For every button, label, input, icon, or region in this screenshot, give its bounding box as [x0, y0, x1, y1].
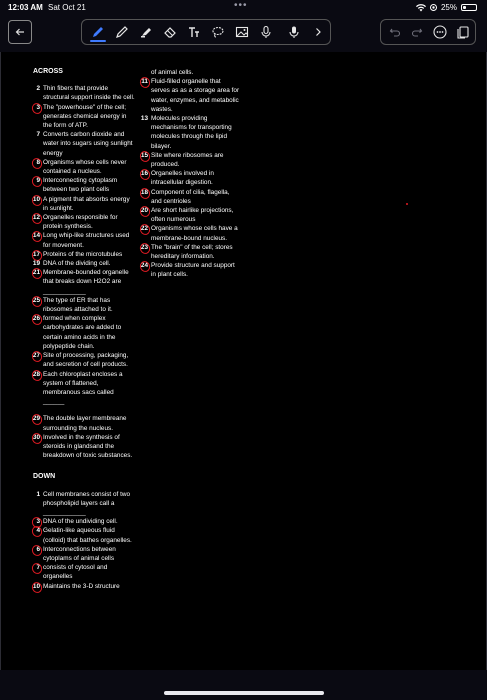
page-edge-left	[0, 52, 1, 670]
text-tool[interactable]	[183, 22, 205, 42]
image-icon	[235, 25, 249, 39]
clue-text: formed when complex carbohydrates are added to certain amino acids in the polypeptide chain.	[43, 315, 122, 350]
crossword-column-right	[138, 68, 240, 280]
clue-item	[138, 114, 240, 151]
clue-item	[138, 224, 240, 242]
clue-number: 23	[138, 243, 151, 261]
clue-number: 14	[30, 231, 43, 249]
clue-item	[138, 243, 240, 261]
clue-item	[30, 158, 135, 176]
eraser-tool[interactable]	[159, 22, 181, 42]
pencil-icon	[115, 25, 129, 39]
clue-text: Interconnections between cytoplams of animal cells	[43, 545, 116, 562]
home-indicator[interactable]	[164, 691, 324, 695]
document-page[interactable]	[0, 52, 487, 670]
clue-text: The "powerhouse" of the cell; generates chemical energy in the form of ATP.	[43, 103, 127, 130]
eraser-icon	[163, 25, 177, 39]
clue-number: 28	[30, 370, 43, 407]
clue-text: Involved in the synthesis of steroids in glandsand the breakdown of toxic substances.	[43, 433, 133, 460]
clue-text: Interconnecting cytoplasm between two plant cells	[43, 177, 118, 194]
status-time: 12:03 AM	[8, 3, 43, 12]
status-date: Sat Oct 21	[48, 3, 86, 12]
clue-text: consists of cytosol and organelles	[43, 564, 108, 581]
clue-number: 21	[30, 268, 43, 296]
clue-number: 8	[30, 158, 43, 176]
pen-dot-mark	[406, 203, 408, 205]
clue-text: Maintains the 3-D structure	[43, 582, 120, 590]
clue-number: 17	[30, 250, 43, 259]
lasso-icon	[211, 25, 225, 39]
more-options-button[interactable]	[430, 23, 450, 41]
across-heading: ACROSS	[33, 68, 63, 75]
status-indicators	[416, 3, 477, 12]
clue-text: Molecules providing mechanisms for transporting molecules through the lipid bilayer.	[151, 115, 232, 150]
clue-number: 2	[36, 85, 40, 93]
clue-text: of animal cells.	[151, 69, 194, 76]
clue-item	[30, 268, 135, 296]
clue-number: 6	[30, 545, 43, 563]
location-icon	[430, 4, 437, 11]
clue-number: 11	[138, 77, 151, 114]
clue-number: 12	[30, 213, 43, 231]
clue-number: 15	[138, 151, 151, 169]
pen-icon	[91, 25, 105, 39]
audio-icon	[287, 25, 301, 39]
wifi-icon	[416, 4, 426, 12]
clue-text: Each chloroplast encloses a system of flattened, membranous sacs called ______	[43, 370, 123, 406]
chevron-right-icon	[313, 27, 323, 37]
redo-icon	[411, 26, 423, 38]
lasso-tool[interactable]	[207, 22, 229, 42]
clue-item	[138, 206, 240, 224]
highlighter-tool[interactable]	[135, 22, 157, 42]
multitasking-dots[interactable]: •••	[234, 0, 248, 11]
clue-item	[30, 314, 135, 351]
clue-number: 19	[32, 260, 40, 268]
clue-item	[30, 195, 135, 213]
clue-text: A pigment that absorbs energy in sunlight.	[43, 195, 130, 212]
clue-text: Gelatin-like aqueous fluid (colloid) that bathes organelles.	[43, 527, 132, 544]
clue-number: 7	[30, 563, 43, 581]
clue-item	[30, 490, 135, 518]
toolbar	[0, 16, 487, 46]
pen-tool[interactable]	[87, 22, 109, 42]
clue-text: Organelles responsible for protein synthesis.	[43, 214, 118, 231]
clue-item	[30, 582, 135, 591]
clue-item	[30, 545, 135, 563]
clue-item	[138, 261, 240, 279]
clue-text: Fluid-filled organelle that serves as as a storage area for water, enzymes, and metabolic wastes.	[151, 78, 240, 113]
mic-icon	[259, 25, 273, 39]
clue-item	[138, 151, 240, 169]
battery-level	[463, 6, 466, 9]
more-tools-button[interactable]	[307, 22, 329, 42]
clue-number: 26	[30, 314, 43, 351]
clue-item	[138, 77, 240, 114]
tool-group	[81, 19, 331, 45]
clue-number: 27	[30, 351, 43, 369]
clue-number: 10	[30, 195, 43, 213]
clue-number: 30	[30, 433, 43, 461]
more-icon	[433, 25, 447, 39]
text-icon	[187, 25, 201, 39]
undo-button[interactable]	[385, 23, 405, 41]
clue-item	[30, 176, 135, 194]
clue-number: 3	[30, 517, 43, 526]
battery-icon	[461, 4, 477, 11]
clue-item	[138, 188, 240, 206]
status-bar	[0, 0, 487, 14]
clue-text: DNA of the undividing cell.	[43, 518, 118, 526]
clue-item	[30, 250, 135, 259]
clue-item	[30, 103, 135, 131]
pages-button[interactable]	[453, 23, 473, 41]
clue-text: DNA of the dividing cell.	[43, 260, 111, 268]
clue-text: Component of cilia, flagella, and centrioles	[151, 188, 230, 205]
clue-number: 1	[36, 490, 40, 498]
clue-number: 24	[138, 261, 151, 279]
clue-text: Site of processing, packaging, and secretion of cell products.	[43, 352, 129, 369]
clue-text: Proteins of the microtubules	[43, 250, 123, 258]
clue-item	[30, 351, 135, 369]
clue-number: 22	[138, 224, 151, 242]
clue-text: The type of ER that has ribosomes attached to it.	[43, 296, 113, 314]
document-actions	[380, 19, 476, 45]
clue-item	[30, 296, 135, 314]
clue-number: 18	[138, 188, 151, 206]
down-heading: DOWN	[33, 473, 56, 481]
clue-item	[30, 526, 135, 544]
clue-text: Provide structure and support in plant cells.	[151, 262, 235, 279]
pencil-tool[interactable]	[111, 22, 133, 42]
clue-text: Organelles involved in intracellular digestion.	[151, 170, 214, 187]
clue-text: Membrane-bounded organelle that breaks down H2O2 are ____________	[43, 269, 129, 295]
clue-item	[30, 414, 135, 432]
clue-number: 13	[140, 115, 148, 123]
clue-continuation	[138, 68, 240, 77]
across-clue-list	[30, 84, 135, 460]
clue-item	[30, 231, 135, 249]
clue-number: 16	[138, 169, 151, 187]
clue-number: 4	[30, 526, 43, 544]
pages-icon	[456, 25, 470, 39]
clue-text: Are short hairlike projections, often numerous	[151, 207, 234, 224]
clue-item	[30, 433, 135, 461]
clue-number: 3	[30, 103, 43, 131]
audio-tool[interactable]	[283, 22, 305, 42]
clue-number: 9	[30, 176, 43, 194]
clue-text: Thin fibers that provide structural support inside the cell.	[43, 85, 135, 102]
clue-text: Site where ribosomes are produced.	[151, 151, 224, 169]
clue-item	[30, 563, 135, 581]
clue-text: Cell membranes consist of two phospholipid layers call a ____________	[43, 490, 131, 516]
clue-item	[30, 213, 135, 231]
clue-number: 25	[30, 296, 43, 314]
clue-gap	[30, 406, 135, 414]
clue-text: Organisms whose cells have a membrane-bound nucleus.	[151, 225, 238, 242]
image-tool[interactable]	[231, 22, 253, 42]
clue-text: Converts carbon dioxide and water into sugars using sunlight energy	[43, 131, 133, 157]
clue-text: The "brain" of the cell; stores hereditary information.	[151, 243, 233, 261]
clue-number: 7	[36, 131, 40, 139]
down-clue-list	[30, 490, 135, 591]
active-tool-indicator	[90, 40, 106, 42]
clue-item	[30, 130, 135, 158]
clue-item	[30, 84, 135, 102]
clue-item	[30, 370, 135, 407]
clue-number: 10	[30, 582, 43, 591]
battery-percent: 25%	[440, 3, 457, 12]
across-clue-list-continued	[138, 77, 240, 279]
clue-text: Organisms whose cells never contained a nucleus.	[43, 158, 127, 176]
voice-tool[interactable]	[255, 22, 277, 42]
clue-item	[138, 169, 240, 187]
clue-number: 29	[30, 414, 43, 432]
back-button[interactable]	[8, 20, 32, 44]
clue-text: Long whip-like structures used for movement.	[43, 232, 130, 249]
clue-item	[30, 517, 135, 526]
back-arrow-icon	[15, 27, 25, 37]
undo-icon	[389, 26, 401, 38]
clue-text: The double layer membreane surrounding the nucleus.	[43, 415, 127, 432]
crossword-column-left	[30, 67, 135, 591]
redo-button[interactable]	[407, 23, 427, 41]
clue-number: 20	[138, 206, 151, 224]
clue-item	[30, 259, 135, 268]
highlighter-icon	[139, 25, 153, 39]
